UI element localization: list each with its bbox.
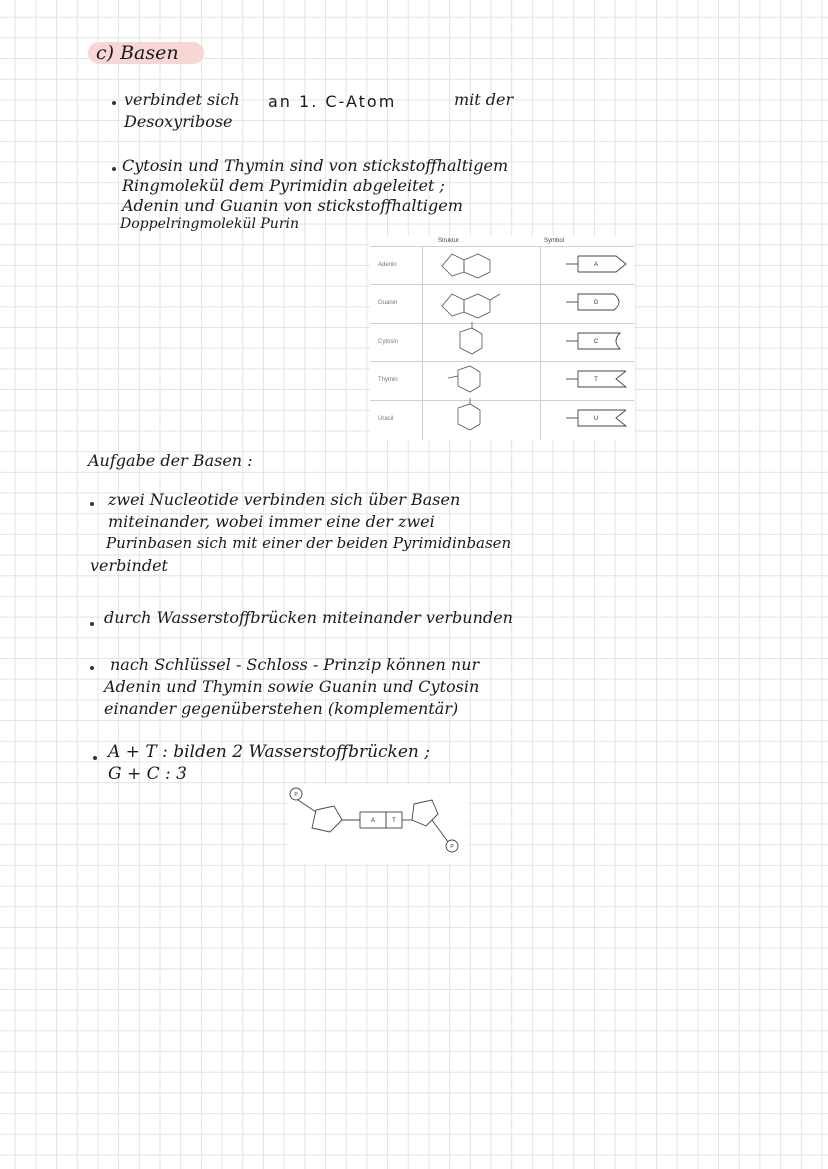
note-line: Cytosin und Thymin sind von stickstoffhaltigem bbox=[122, 156, 509, 175]
row-label-thymin: Thymin bbox=[378, 377, 398, 383]
thymin-structure-icon bbox=[448, 366, 480, 392]
note-line: zwei Nucleotide verbinden sich über Basen bbox=[108, 490, 461, 509]
symbol-letter-t: T bbox=[594, 377, 598, 383]
cytosin-structure-icon bbox=[460, 322, 482, 354]
page-title: c) Basen bbox=[96, 42, 179, 64]
note-line: einander gegenüberstehen (komplementär) bbox=[104, 699, 459, 718]
row-label-guanin: Guanin bbox=[378, 300, 398, 306]
bullet-2 bbox=[112, 167, 116, 171]
sugar-right-icon bbox=[412, 800, 438, 826]
row-label-adenin: Adenin bbox=[378, 262, 397, 268]
note-line: G + C : 3 bbox=[108, 764, 187, 784]
note-line: A + T : bilden 2 Wasserstoffbrücken ; bbox=[108, 742, 430, 762]
molecule-structures bbox=[370, 236, 634, 440]
row-label-cytosin: Cytosin bbox=[378, 339, 399, 345]
note-line: mit der bbox=[454, 90, 514, 109]
pair-base-a: A bbox=[370, 818, 376, 824]
guanin-symbol-icon bbox=[566, 294, 619, 310]
note-line: Ringmolekül dem Pyrimidin abgeleitet ; bbox=[122, 176, 445, 195]
phosphate-right-label: P bbox=[450, 844, 454, 850]
pair-base-t: T bbox=[392, 818, 396, 824]
note-line: Desoxyribose bbox=[124, 112, 233, 131]
note-line: miteinander, wobei immer eine der zwei bbox=[108, 512, 435, 531]
symbol-letter-c: C bbox=[593, 339, 599, 345]
symbol-letter-u: U bbox=[593, 416, 599, 422]
base-structure-table bbox=[370, 236, 634, 440]
bullet-4 bbox=[90, 622, 94, 626]
nucleotide-pair-figure bbox=[288, 784, 468, 864]
section-heading: Aufgabe der Basen : bbox=[88, 451, 253, 470]
guanin-structure-icon bbox=[442, 294, 500, 318]
note-line: Purinbasen sich mit einer der beiden Pyrimidinbasen bbox=[106, 534, 512, 552]
phosphate-left-label: P bbox=[294, 792, 298, 798]
adenin-structure-icon bbox=[442, 254, 490, 278]
bullet-3 bbox=[90, 502, 94, 506]
note-line: an 1. C-Atom bbox=[268, 92, 397, 111]
uracil-structure-icon bbox=[458, 398, 480, 430]
note-line: verbindet sich bbox=[124, 90, 240, 109]
note-line: Adenin und Guanin von stickstoffhaltigem bbox=[122, 196, 463, 215]
column-header-structure: Struktur bbox=[438, 238, 460, 244]
row-label-uracil: Uracil bbox=[378, 416, 394, 422]
symbol-letter-g: G bbox=[593, 300, 599, 306]
column-header-symbol: Symbol bbox=[544, 238, 565, 244]
note-line: verbindet bbox=[90, 556, 168, 575]
note-line: Adenin und Thymin sowie Guanin und Cytosin bbox=[104, 677, 480, 696]
note-line: Doppelringmolekül Purin bbox=[120, 216, 300, 232]
bullet-1 bbox=[112, 101, 116, 105]
sugar-left-icon bbox=[312, 806, 342, 832]
note-line: nach Schlüssel - Schloss - Prinzip können nur bbox=[110, 655, 480, 674]
bullet-5 bbox=[90, 666, 94, 670]
bullet-6 bbox=[93, 756, 97, 760]
note-line: durch Wasserstoffbrücken miteinander verbunden bbox=[104, 608, 513, 627]
symbol-letter-a: A bbox=[593, 262, 599, 268]
